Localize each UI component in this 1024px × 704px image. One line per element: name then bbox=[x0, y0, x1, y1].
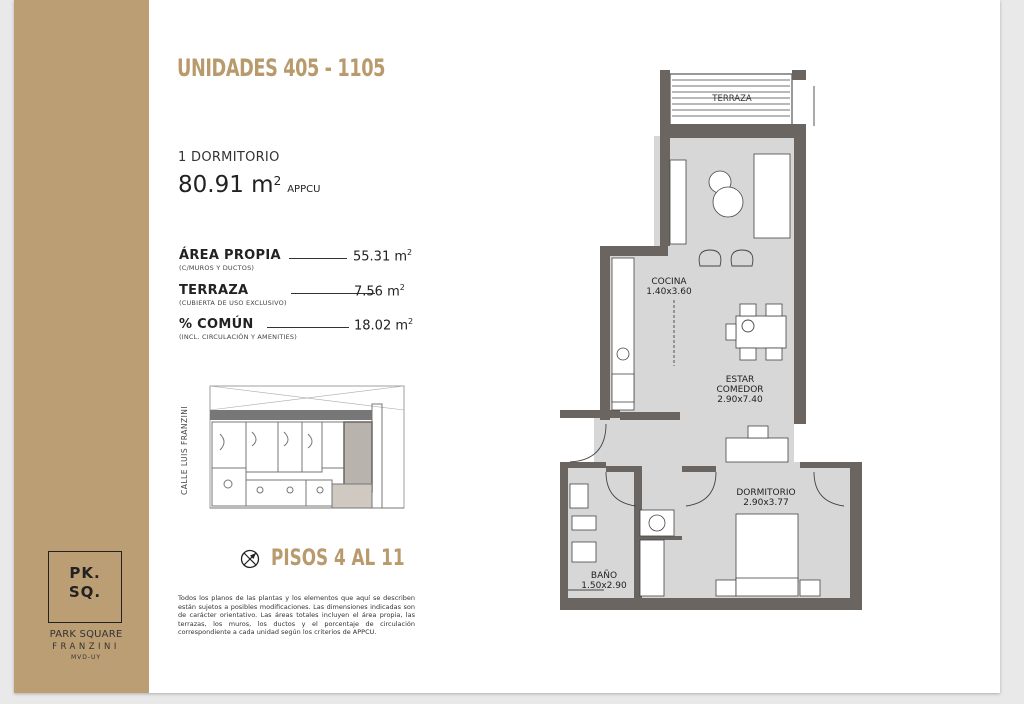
area-value: 18.02 $m^2$ bbox=[354, 317, 414, 334]
area-value: 7.56 $m^2$ bbox=[354, 283, 405, 300]
band-notch bbox=[134, 52, 149, 82]
north-compass-icon bbox=[240, 549, 260, 569]
plan-sheet bbox=[14, 0, 1000, 693]
floor-plan bbox=[544, 66, 864, 616]
dining-table bbox=[736, 316, 786, 348]
bedroom-count: 1 DORMITORIO bbox=[178, 150, 280, 165]
floors-label-group bbox=[240, 546, 428, 571]
room-label-bath: BAÑO bbox=[590, 571, 618, 581]
total-area-value: 80.91 m bbox=[178, 172, 274, 198]
room-label-bedroom: DORMITORIO bbox=[736, 488, 796, 498]
street-label: CALLE LUIS FRANZINI bbox=[180, 405, 189, 495]
page-title: UNIDADES 405 - 1105 bbox=[177, 54, 386, 82]
room-label-terrace: TERRAZA bbox=[712, 94, 752, 104]
leader-line bbox=[267, 327, 349, 328]
area-label: % COMÚN bbox=[179, 317, 254, 332]
area-sublabel: (C/MUROS Y DUCTOS) bbox=[179, 264, 255, 272]
total-area-sup: 2 bbox=[273, 174, 282, 188]
total-area-unit: APPCU bbox=[287, 184, 321, 195]
sofa bbox=[754, 154, 790, 238]
disclaimer-text: Todos los planos de las plantas y los elementos que aquí se describen están sujetos a posibles modificaciones. Las dimensiones indicadas son de carácter orientativo. Las áreas totales incluyen el área propia, las terrazas, los muros, los ductos y el porcentaje de circulación correspondiente a cada unidad según los criterios de APPCU. bbox=[178, 594, 415, 636]
room-label-living1: ESTAR bbox=[725, 375, 755, 385]
area-sublabel: (CUBIERTA DE USO EXCLUSIVO) bbox=[179, 299, 287, 307]
logo-line1: PK. bbox=[69, 564, 101, 582]
bed bbox=[736, 514, 798, 582]
area-row-propia bbox=[179, 248, 419, 272]
area-label: TERRAZA bbox=[179, 283, 249, 298]
room-dim-bath: 1.50x2.90 bbox=[581, 581, 627, 591]
area-label: ÁREA PROPIA bbox=[179, 248, 281, 263]
leader-line bbox=[289, 258, 347, 259]
room-label-living2: COMEDOR bbox=[716, 385, 764, 395]
area-value: 55.31 $m^2$ bbox=[353, 248, 413, 265]
brand-subname: FRANZINI bbox=[52, 642, 120, 652]
total-area bbox=[178, 172, 320, 198]
room-dim-bedroom: 2.90x3.77 bbox=[743, 498, 789, 508]
brand-name: PARK SQUARE bbox=[49, 629, 123, 640]
area-row-comun bbox=[179, 317, 419, 341]
logo-line2: SQ. bbox=[68, 583, 102, 601]
area-sublabel: (INCL. CIRCULACIÓN Y AMENITIES) bbox=[179, 333, 297, 341]
area-row-terraza bbox=[179, 283, 419, 307]
room-dim-kitchen: 1.40x3.60 bbox=[646, 287, 692, 297]
desk bbox=[726, 438, 788, 462]
floors-label: PISOS 4 AL 11 bbox=[271, 546, 405, 571]
brand-logo bbox=[48, 551, 122, 623]
wardrobe bbox=[670, 160, 686, 244]
room-dim-living: 2.90x7.40 bbox=[717, 395, 763, 405]
room-label-kitchen: COCINA bbox=[651, 277, 687, 287]
brand-location: MVD-UY bbox=[70, 654, 102, 661]
key-plan bbox=[180, 384, 406, 512]
